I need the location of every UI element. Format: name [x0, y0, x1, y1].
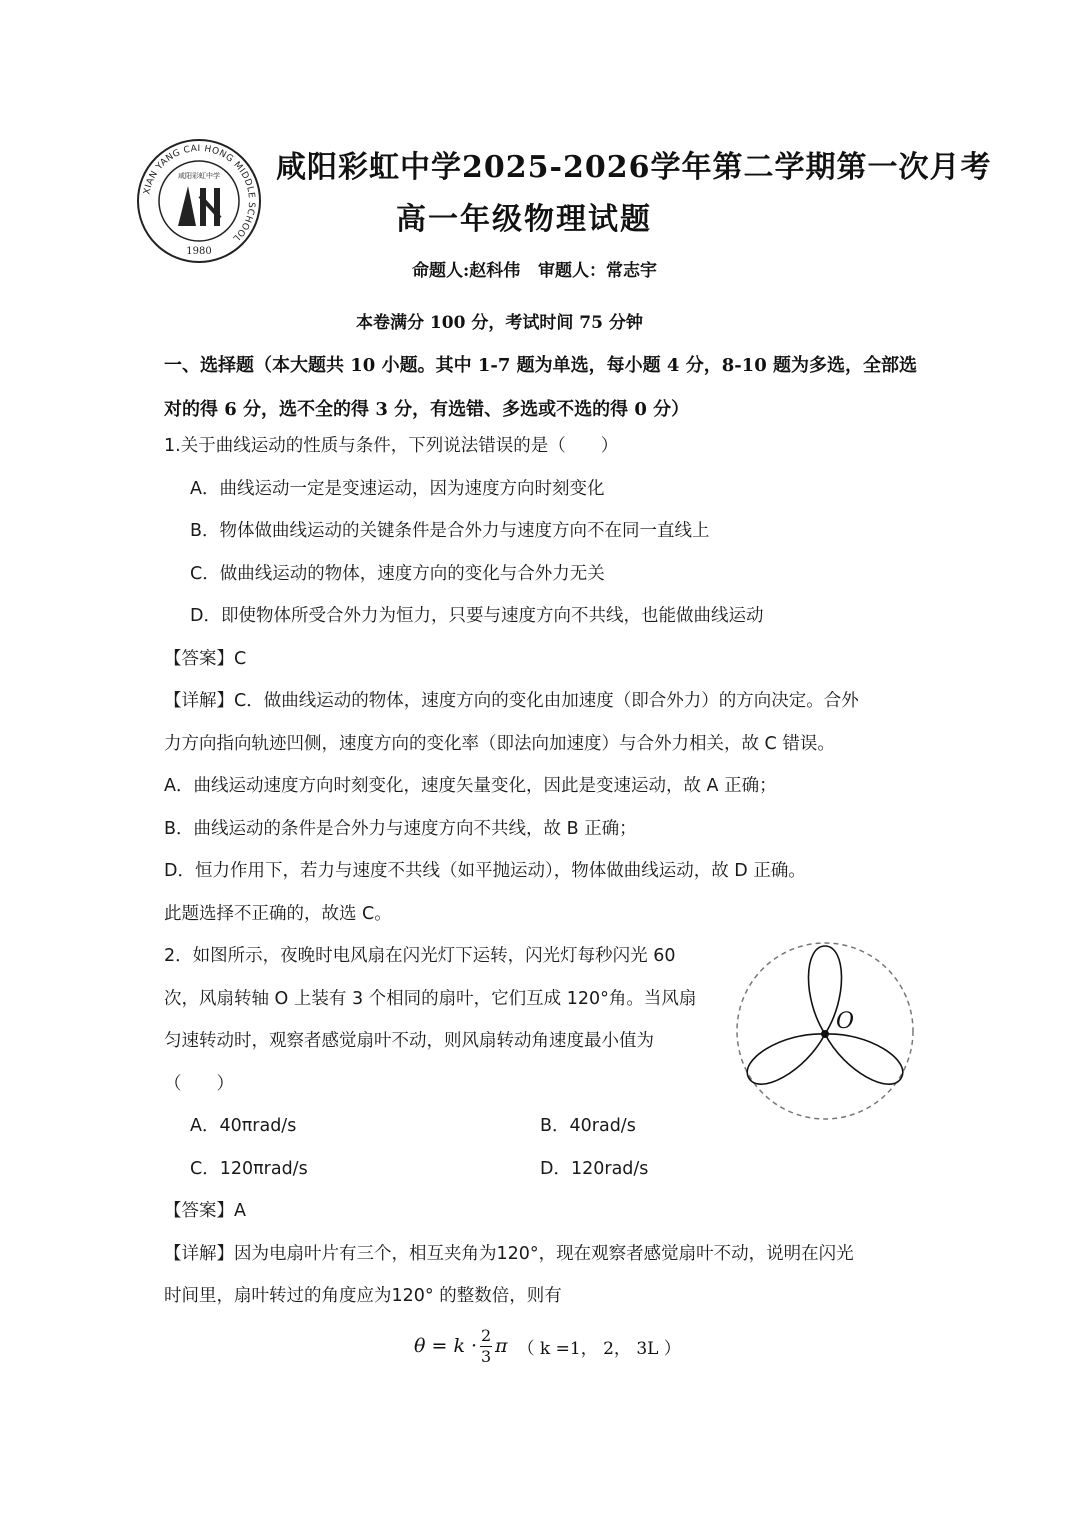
- q1-option-c: C．做曲线运动的物体，速度方向的变化与合外力无关: [190, 564, 605, 584]
- q1-option-b: B．物体做曲线运动的关键条件是合外力与速度方向不在同一直线上: [190, 521, 710, 541]
- q2-stem-line: 次，风扇转轴 O 上装有 3 个相同的扇叶，它们互成 120°角。当风扇: [164, 989, 697, 1009]
- exam-authors: 命题人:赵科伟 审题人：常志宇: [412, 261, 658, 281]
- q2-option-a: A．40πrad/s: [190, 1116, 297, 1136]
- section-line-2: 对的得 6 分，选不全的得 3 分，有选错、多选或不选的得 0 分）: [164, 399, 690, 420]
- q1-explain-line: D．恒力作用下，若力与速度不共线（如平抛运动），物体做曲线运动，故 D 正确。: [164, 861, 806, 881]
- fan-blade: [817, 1020, 910, 1093]
- q1-explain-line: 【详解】C．做曲线运动的物体，速度方向的变化由加速度（即合外力）的方向决定。合外: [164, 691, 859, 711]
- fan-blade: [741, 1020, 834, 1093]
- exam-title: 咸阳彩虹中学2025-2026学年第二学期第一次月考: [276, 150, 992, 185]
- q2-option-c: C．120πrad/s: [190, 1159, 308, 1179]
- section-line-1: 一、选择题（本大题共 10 小题。其中 1-7 题为单选，每小题 4 分，8-10 题为多选，全部选: [164, 355, 917, 376]
- formula-condition: （ k =1， 2， 3L ）: [517, 1338, 681, 1359]
- q1-stem: 1.关于曲线运动的性质与条件，下列说法错误的是（ ）: [164, 436, 619, 456]
- q1-explain-line: B．曲线运动的条件是合外力与速度方向不共线，故 B 正确；: [164, 819, 637, 839]
- q2-stem-line: （ ）: [164, 1074, 234, 1094]
- q2-stem-line: 匀速转动时，观察者感觉扇叶不动，则风扇转动角速度最小值为: [164, 1031, 654, 1051]
- school-logo-emblem: [136, 138, 262, 264]
- section-instructions: [164, 344, 924, 432]
- angle-formula: [414, 1318, 681, 1374]
- q1-explain-line: A．曲线运动速度方向时刻变化，速度矢量变化，因此是变速运动，故 A 正确；: [164, 776, 777, 796]
- fraction-numerator: 2: [480, 1325, 492, 1345]
- fan-axis-point: [821, 1030, 829, 1038]
- score-info: 本卷满分 100 分，考试时间 75 分钟: [356, 313, 643, 333]
- fan-figure: [732, 938, 918, 1124]
- exam-subtitle: 高一年级物理试题: [396, 202, 652, 237]
- q1-answer: 【答案】C: [164, 649, 247, 669]
- q1-option-a: A．曲线运动一定是变速运动，因为速度方向时刻变化: [190, 479, 605, 499]
- q1-option-d: D．即使物体所受合外力为恒力，只要与速度方向不共线，也能做曲线运动: [190, 606, 764, 626]
- formula-fraction: [480, 1327, 492, 1366]
- q1-explain-line: 此题选择不正确的，故选 C。: [164, 904, 392, 924]
- logo-year: 1980: [186, 246, 212, 257]
- q2-stem-line: 2．如图所示，夜晚时电风扇在闪光灯下运转，闪光灯每秒闪光 60: [164, 946, 676, 966]
- fraction-denominator: 3: [480, 1346, 492, 1366]
- q2-answer: 【答案】A: [164, 1201, 246, 1221]
- q2-option-b: B．40rad/s: [540, 1116, 636, 1136]
- formula-pi: π: [495, 1335, 508, 1357]
- formula-lhs: θ = k ·: [414, 1335, 478, 1357]
- logo-inner-text: 咸阳彩虹中学: [178, 172, 220, 180]
- q2-option-d: D．120rad/s: [540, 1159, 649, 1179]
- logo-ring-text: XIAN YANG CAI HONG MIDDLE SCHOOL: [142, 143, 257, 244]
- q2-explain-line: 【详解】因为电扇叶片有三个，相互夹角为120°，现在观察者感觉扇叶不动，说明在闪光: [164, 1244, 854, 1264]
- fan-axis-label: O: [836, 1009, 855, 1034]
- q2-explain-line: 时间里，扇叶转过的角度应为120° 的整数倍，则有: [164, 1286, 562, 1306]
- q1-explain-line: 力方向指向轨迹凹侧，速度方向的变化率（即法向加速度）与合外力相关，故 C 错误。: [164, 734, 835, 754]
